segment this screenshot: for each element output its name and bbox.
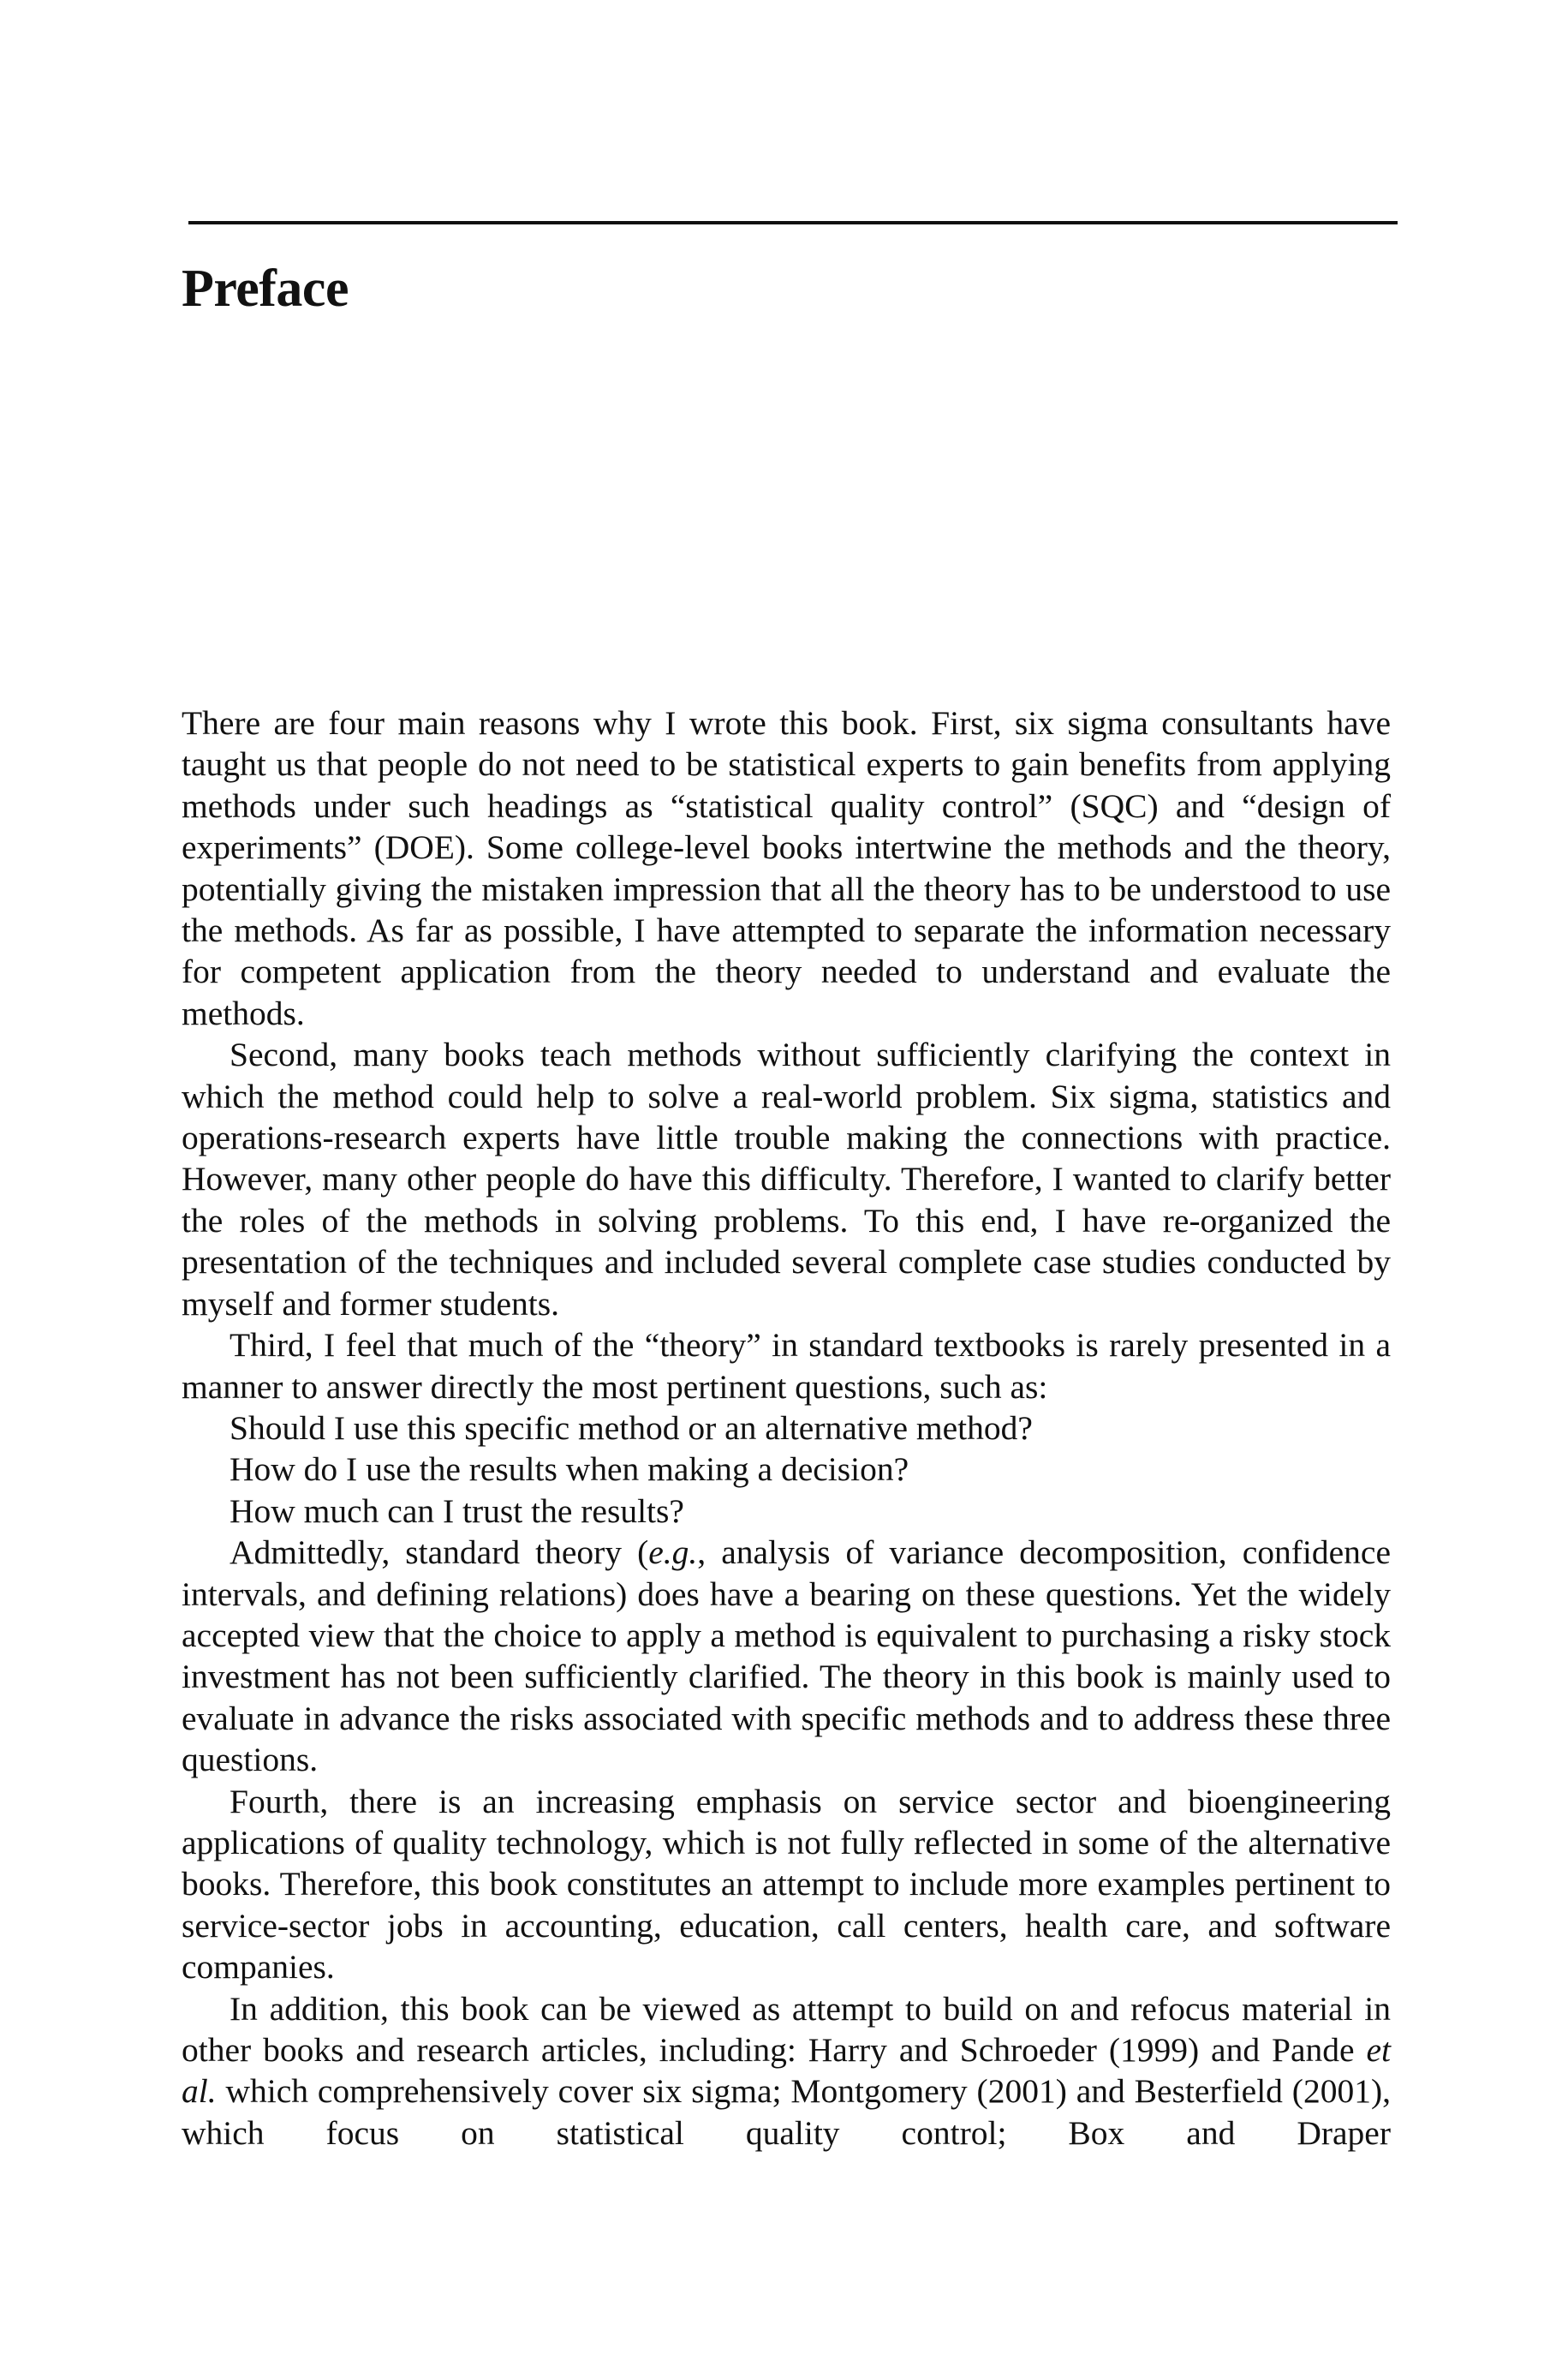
paragraph-3: Third, I feel that much of the “theory” in standard textbooks is rarely presented in a manner to answer directly the most pertinent questions, such as: (182, 1326, 1391, 1406)
paragraph-4-rest: , analysis of variance decomposition, confidence intervals, and defining relations) does have a bearing on these questions. Yet the widely accepted view that the choice to apply a method is equivalent to purchasing a risky stock investment has not been sufficiently clarified. The theory in this book is mainly used to evaluate in advance the risks associated with specific methods and to address these three questions. (182, 1533, 1391, 1779)
top-rule (188, 221, 1398, 224)
page-title: Preface (182, 260, 349, 318)
paragraph-6 (182, 1988, 1391, 2154)
paragraph-1: There are four main reasons why I wrote this book. First, six sigma consultants have taught us that people do not need to be statistical experts to gain benefits from applying methods under such headings as “statistical quality control” (SQC) and “design of experiments” (DOE). Some college-level books intertwine the methods and the theory, potentially giving the mistaken impression that all the theory has to be understood to use the methods. As far as possible, I have attempted to separate the information necessary for competent application from the theory needed to understand and evaluate the methods. (182, 704, 1391, 1032)
paragraph-4-start: Admittedly, standard theory ( (230, 1533, 649, 1572)
preface-body (182, 702, 1391, 2154)
question-2: How do I use the results when making a decision? (230, 1450, 909, 1489)
paragraph-2: Second, many books teach methods without sufficiently clarifying the context in which the method could help to solve a real-world problem. Six sigma, statistics and operations-research experts have little trouble making the connections with practice. However, many other people do have this difficulty. Therefore, I wanted to clarify better the roles of the methods in solving problems. To this end, I have re-organized the presentation of the techniques and included several complete case studies conducted by myself and former students. (182, 1036, 1391, 1323)
paragraph-6-emphasis: et al. (182, 2031, 1391, 2111)
paragraph-4 (182, 1532, 1391, 1780)
paragraph-6-start: In addition, this book can be viewed as attempt to build on and refocus material in other books and research articles, including: Harry and Schroeder (1999) and Pande (182, 1989, 1391, 2069)
paragraph-5: Fourth, there is an increasing emphasis on service sector and bioengineering applications of quality technology, which is not fully reflected in some of the alternative books. Therefore, this book constitutes an attempt to include more examples pertinent to service-sector jobs in accounting, education, call centers, health care, and software companies. (182, 1782, 1391, 1987)
question-3: How much can I trust the results? (230, 1491, 684, 1530)
question-1: Should I use this specific method or an alternative method? (230, 1408, 1033, 1447)
paragraph-6-rest: which comprehensively cover six sigma; Montgomery (2001) and Besterfield (2001), which focus on statistical quality control; Box and Draper (182, 2072, 1391, 2152)
paragraph-4-emphasis: e.g. (648, 1533, 698, 1572)
